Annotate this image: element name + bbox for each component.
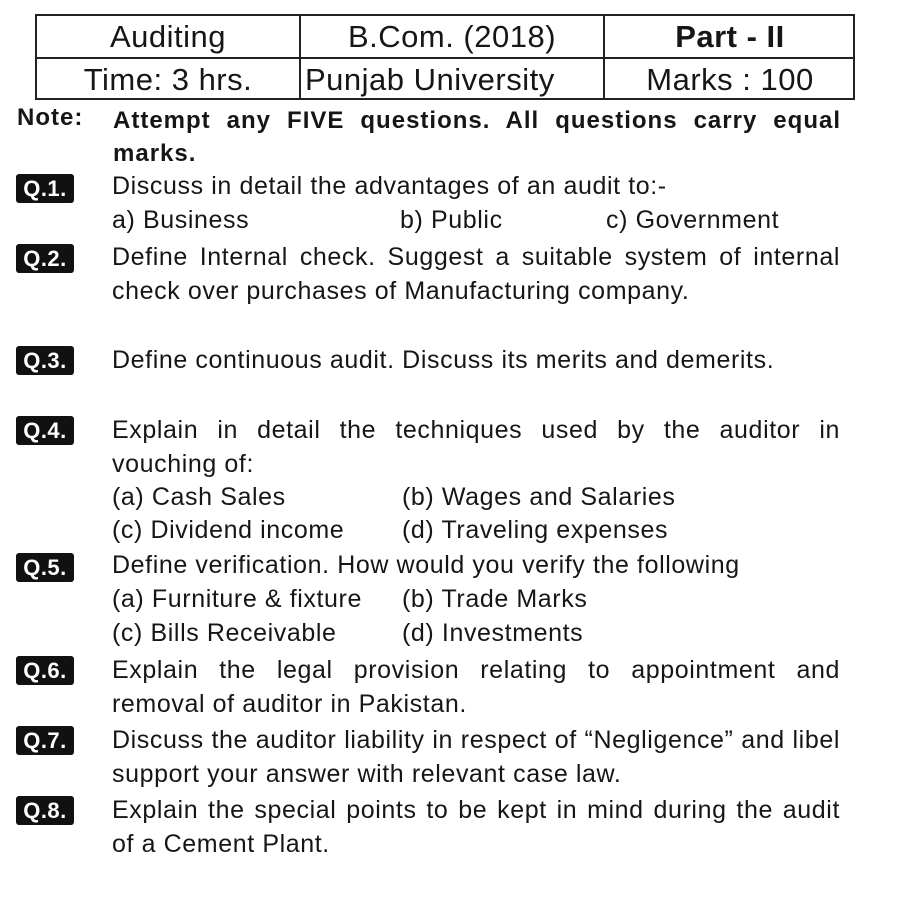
- question-text: Define verification. How would you verify the following: [112, 551, 740, 579]
- question-option: (d) Traveling expenses: [402, 516, 669, 544]
- question-option: (b) Trade Marks: [402, 585, 588, 613]
- question-option: (a) Cash Sales: [112, 483, 286, 511]
- header-table: [35, 14, 855, 100]
- question-option: (b) Wages and Salaries: [402, 483, 676, 511]
- time-cell: Time: 3 hrs.: [83, 61, 253, 97]
- subject-cell: Auditing: [109, 18, 227, 54]
- question-text: Define continuous audit. Discuss its merits and demerits.: [112, 346, 775, 374]
- question-text: Explain the legal provision relating to appointment and removal of auditor in Pakistan.: [112, 656, 840, 718]
- question-text: Define Internal check. Suggest a suitable system of internal check over purchases of Manufacturing company.: [112, 243, 840, 305]
- question-number-badge: Q.2.: [16, 244, 74, 273]
- question-number-badge: Q.4.: [16, 416, 74, 445]
- question-option: (c) Dividend income: [112, 516, 345, 544]
- question-number-badge: Q.5.: [16, 553, 74, 582]
- question-number-badge: Q.7.: [16, 726, 74, 755]
- question-option: c) Government: [606, 206, 780, 234]
- question-text: Explain the special points to be kept in mind during the audit of a Cement Plant.: [112, 796, 840, 858]
- note-text: Attempt any FIVE questions. All questions carry equal marks.: [113, 107, 841, 167]
- question-number-badge: Q.6.: [16, 656, 74, 685]
- question-number-badge: Q.8.: [16, 796, 74, 825]
- question-option: (d) Investments: [402, 619, 584, 647]
- course-cell: B.Com. (2018): [347, 18, 557, 54]
- question-text: Discuss the auditor liability in respect of “Negligence” and libel support your answer with relevant case law.: [112, 726, 840, 788]
- question-option: (c) Bills Receivable: [112, 619, 337, 647]
- question-number-badge: Q.3.: [16, 346, 74, 375]
- question-number-badge: Q.1.: [16, 174, 74, 203]
- marks-cell: Marks : 100: [646, 61, 814, 97]
- question-option: (a) Furniture & fixture: [112, 585, 362, 613]
- university-cell: Punjab University: [305, 61, 555, 97]
- question-option: a) Business: [112, 206, 250, 234]
- question-text: Discuss in detail the advantages of an audit to:-: [112, 172, 667, 200]
- question-text: Explain in detail the techniques used by the auditor in vouching of:: [112, 416, 840, 478]
- question-option: b) Public: [400, 206, 503, 234]
- part-cell: Part - II: [675, 18, 785, 54]
- note-label: Note:: [17, 104, 84, 131]
